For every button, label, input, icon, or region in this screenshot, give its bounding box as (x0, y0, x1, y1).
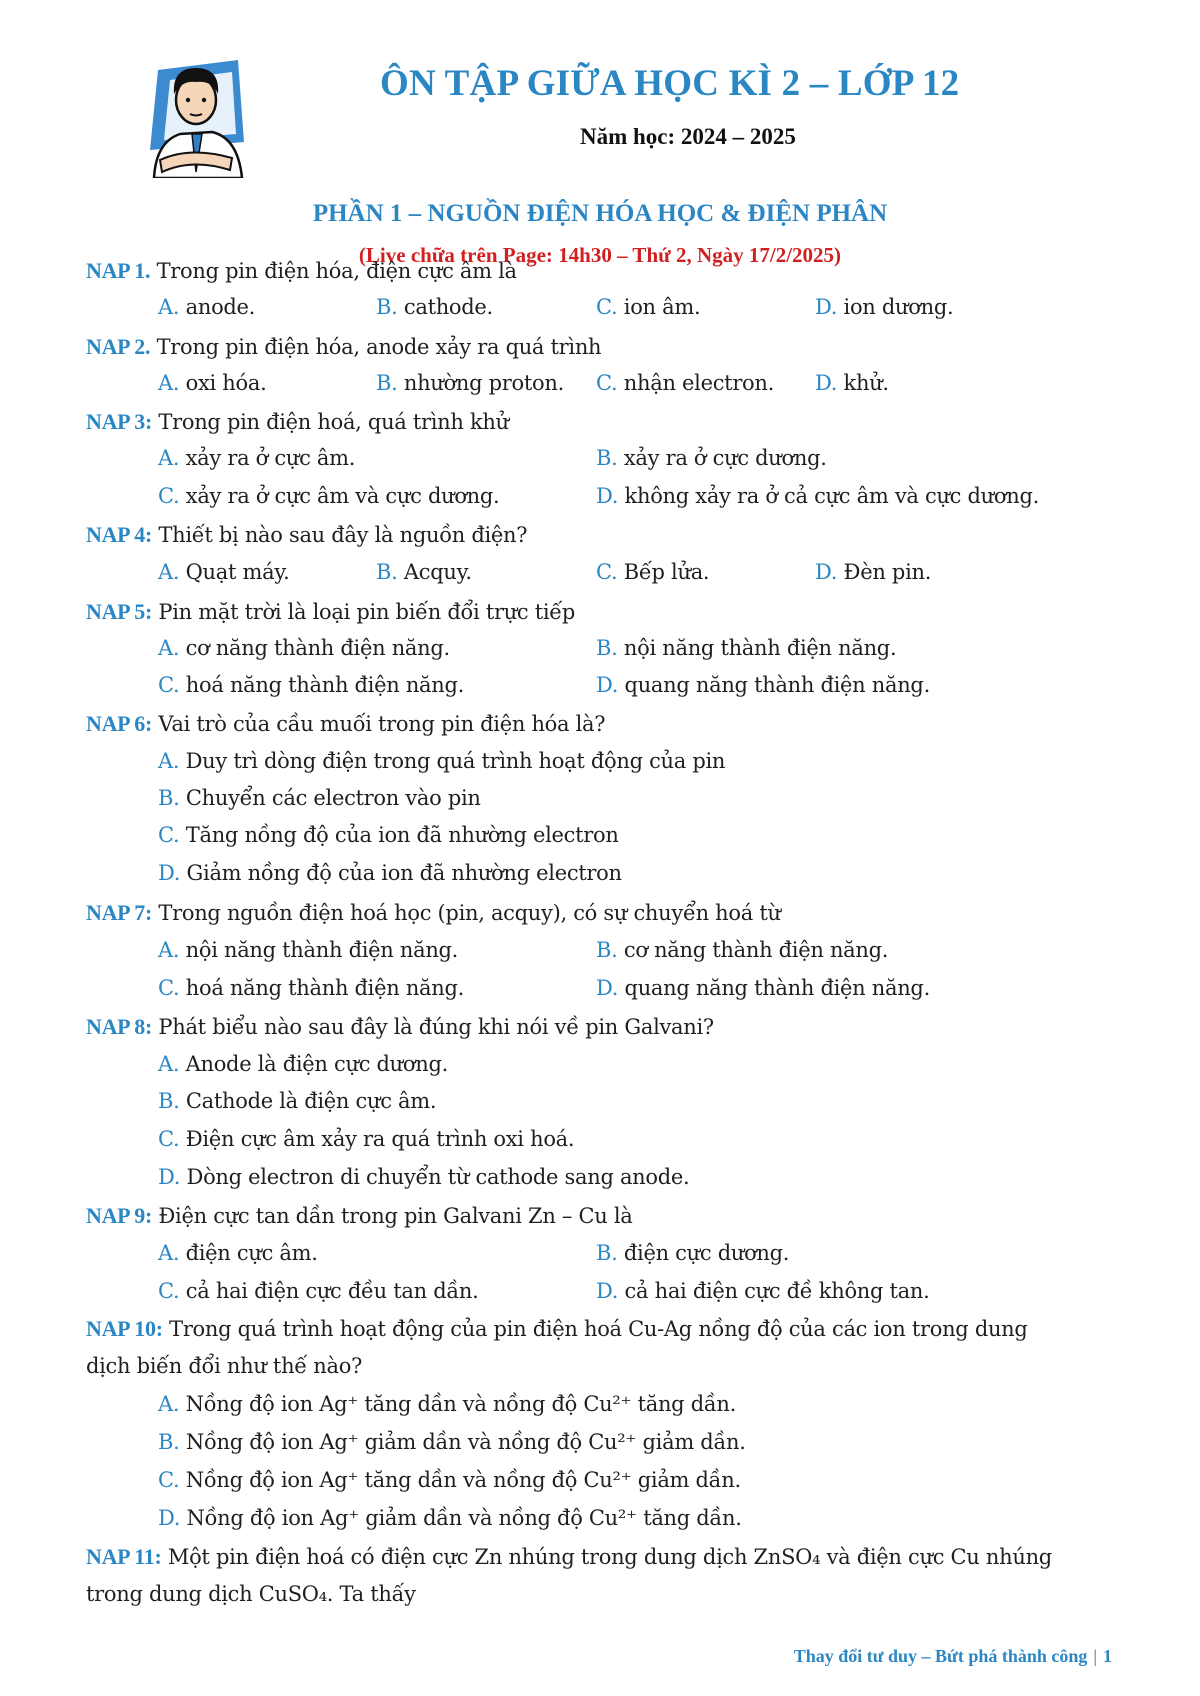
option-a: A. anode. (158, 295, 256, 319)
section-title: PHẦN 1 – NGUỒN ĐIỆN HÓA HỌC & ĐIỆN PHÂN (312, 200, 888, 227)
option-b: B. Chuyển các electron vào pin (158, 786, 481, 810)
option-d: D. không xảy ra ở cả cực âm và cực dương. (596, 484, 1039, 508)
question-5 (86, 598, 575, 626)
question-label: NAP 5: (86, 599, 153, 624)
question-1 (86, 257, 517, 285)
page-title: ÔN TẬP GIỮA HỌC KÌ 2 – LỚP 12 (380, 63, 960, 104)
option-c: C. Điện cực âm xảy ra quá trình oxi hoá. (158, 1127, 575, 1151)
question-text: Trong quá trình hoạt động của pin điện hoá Cu-Ag nồng độ của các ion trong dung (162, 1317, 1028, 1341)
option-c: C. xảy ra ở cực âm và cực dương. (158, 484, 500, 508)
question-text: Vai trò của cầu muối trong pin điện hóa là? (152, 712, 606, 736)
question-10 (86, 1315, 1028, 1343)
option-a: A. Anode là điện cực dương. (158, 1052, 448, 1076)
question-text: Phát biểu nào sau đây là đúng khi nói về pin Galvani? (152, 1015, 714, 1039)
question-text: Pin mặt trời là loại pin biến đổi trực tiếp (152, 600, 576, 624)
option-d: D. Giảm nồng độ của ion đã nhường electron (158, 861, 622, 885)
option-b: B. xảy ra ở cực dương. (596, 446, 827, 470)
question-label: NAP 4: (86, 522, 153, 547)
option-c: C. Bếp lửa. (596, 560, 710, 584)
question-text: Trong nguồn điện hoá học (pin, acquy), có sự chuyển hoá từ (152, 901, 781, 925)
option-d: D. ion dương. (815, 295, 954, 319)
question-text: Điện cực tan dần trong pin Galvani Zn – Cu là (152, 1204, 633, 1228)
option-c: C. cả hai điện cực đều tan dần. (158, 1279, 479, 1303)
option-b: B. Cathode là điện cực âm. (158, 1089, 437, 1113)
page-number: 1 (1103, 1646, 1112, 1666)
option-a: A. Duy trì dòng điện trong quá trình hoạt động của pin (158, 749, 726, 773)
question-11 (86, 1543, 1052, 1571)
page-footer (794, 1646, 1112, 1667)
question-label: NAP 3: (86, 409, 153, 434)
option-b: B. cơ năng thành điện năng. (596, 938, 889, 962)
option-b: B. điện cực dương. (596, 1241, 790, 1265)
question-6 (86, 710, 605, 738)
option-b: B. Nồng độ ion Ag⁺ giảm dần và nồng độ Cu²⁺ giảm dần. (158, 1430, 746, 1454)
question-7 (86, 899, 781, 927)
option-d: D. quang năng thành điện năng. (596, 673, 930, 697)
option-a: A. nội năng thành điện năng. (158, 938, 459, 962)
option-b: B. cathode. (376, 295, 493, 319)
option-c: C. Tăng nồng độ của ion đã nhường electron (158, 823, 619, 847)
question-label: NAP 8: (86, 1014, 153, 1039)
question-label: NAP 1. (86, 258, 151, 283)
option-c: C. hoá năng thành điện năng. (158, 673, 465, 697)
live-schedule: (Live chữa trên Page: 14h30 – Thứ 2, Ngày 17/2/2025) (358, 243, 842, 267)
question-text-cont: trong dung dịch CuSO₄. Ta thấy (86, 1582, 416, 1606)
option-d: D. Dòng electron di chuyển từ cathode sang anode. (158, 1165, 690, 1189)
footer-slogan: Thay đổi tư duy – Bứt phá thành công (793, 1646, 1088, 1666)
option-a: A. điện cực âm. (158, 1241, 318, 1265)
option-a: A. oxi hóa. (158, 371, 267, 395)
option-b: B. nhường proton. (376, 371, 564, 395)
option-d: D. Nồng độ ion Ag⁺ giảm dần và nồng độ Cu²⁺ tăng dần. (158, 1506, 742, 1530)
option-b: B. Acquy. (376, 560, 472, 584)
question-text: Một pin điện hoá có điện cực Zn nhúng trong dung dịch ZnSO₄ và điện cực Cu nhúng (161, 1545, 1052, 1569)
question-label: NAP 10: (86, 1316, 163, 1341)
option-d: D. Đèn pin. (815, 560, 932, 584)
option-d: D. quang năng thành điện năng. (596, 976, 930, 1000)
option-c: C. ion âm. (596, 295, 701, 319)
option-d: D. cả hai điện cực đề không tan. (596, 1279, 930, 1303)
question-label: NAP 7: (86, 900, 153, 925)
question-text: Thiết bị nào sau đây là nguồn điện? (152, 523, 528, 547)
option-b: B. nội năng thành điện năng. (596, 636, 897, 660)
question-label: NAP 9: (86, 1203, 153, 1228)
option-a: A. Nồng độ ion Ag⁺ tăng dần và nồng độ Cu²⁺ tăng dần. (158, 1392, 737, 1416)
question-label: NAP 2. (86, 334, 151, 359)
question-8 (86, 1013, 714, 1041)
question-label: NAP 11: (86, 1544, 162, 1569)
school-year: Năm học: 2024 – 2025 (580, 124, 796, 149)
option-c: C. Nồng độ ion Ag⁺ tăng dần và nồng độ Cu²⁺ giảm dần. (158, 1468, 741, 1492)
question-4 (86, 521, 527, 549)
option-c: C. nhận electron. (596, 371, 775, 395)
student-avatar-icon (140, 50, 252, 178)
question-label: NAP 6: (86, 711, 153, 736)
question-9 (86, 1202, 633, 1230)
question-3 (86, 408, 509, 436)
question-2 (86, 333, 601, 361)
option-a: A. cơ năng thành điện năng. (158, 636, 450, 660)
option-d: D. khử. (815, 371, 889, 395)
question-text: Trong pin điện hóa, điện cực âm là (150, 259, 517, 283)
question-text: Trong pin điện hóa, anode xảy ra quá trình (150, 335, 602, 359)
question-text: Trong pin điện hoá, quá trình khử (152, 410, 509, 434)
footer-separator: | (1093, 1646, 1097, 1666)
option-a: A. xảy ra ở cực âm. (158, 446, 356, 470)
option-a: A. Quạt máy. (158, 560, 290, 584)
question-text-cont: dịch biến đổi như thế nào? (86, 1354, 363, 1378)
option-c: C. hoá năng thành điện năng. (158, 976, 465, 1000)
